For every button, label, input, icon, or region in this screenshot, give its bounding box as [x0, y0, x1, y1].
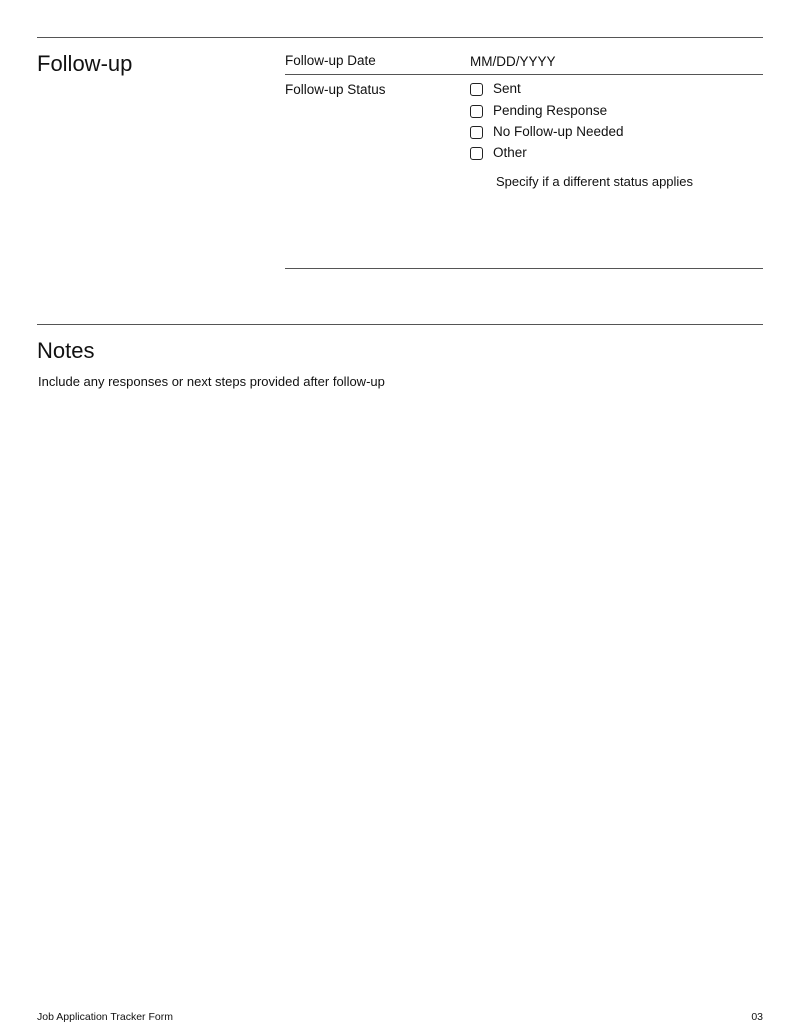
- status-option-other[interactable]: [470, 144, 527, 162]
- notes-section-title: Notes: [37, 338, 95, 363]
- status-pending-response-label: Pending Response: [493, 103, 608, 118]
- followup-status-label: Follow-up Status: [285, 82, 386, 97]
- status-sent-label: Sent: [493, 81, 521, 96]
- footer-form-name: Job Application Tracker Form: [37, 1011, 173, 1023]
- followup-status-divider: [285, 268, 763, 269]
- followup-date-label: Follow-up Date: [285, 53, 376, 68]
- status-sent-checkbox[interactable]: [470, 83, 483, 96]
- status-option-pending-response[interactable]: [470, 102, 607, 120]
- status-no-follow-up-needed-label: No Follow-up Needed: [493, 124, 624, 139]
- status-option-sent[interactable]: [470, 80, 521, 98]
- status-no-follow-up-needed-checkbox[interactable]: [470, 126, 483, 139]
- followup-section-title: Follow-up: [37, 51, 133, 76]
- notes-textarea[interactable]: [38, 374, 758, 974]
- footer-page-number: 03: [751, 1011, 763, 1023]
- status-other-label: Other: [493, 145, 527, 160]
- other-status-hint[interactable]: Specify if a different status applies: [496, 174, 694, 189]
- followup-date-input[interactable]: [470, 52, 750, 70]
- followup-top-divider: [37, 37, 763, 38]
- status-other-checkbox[interactable]: [470, 147, 483, 160]
- status-pending-response-checkbox[interactable]: [470, 105, 483, 118]
- status-option-no-follow-up-needed[interactable]: [470, 123, 624, 141]
- notes-top-divider: [37, 324, 763, 325]
- followup-date-divider: [285, 74, 763, 75]
